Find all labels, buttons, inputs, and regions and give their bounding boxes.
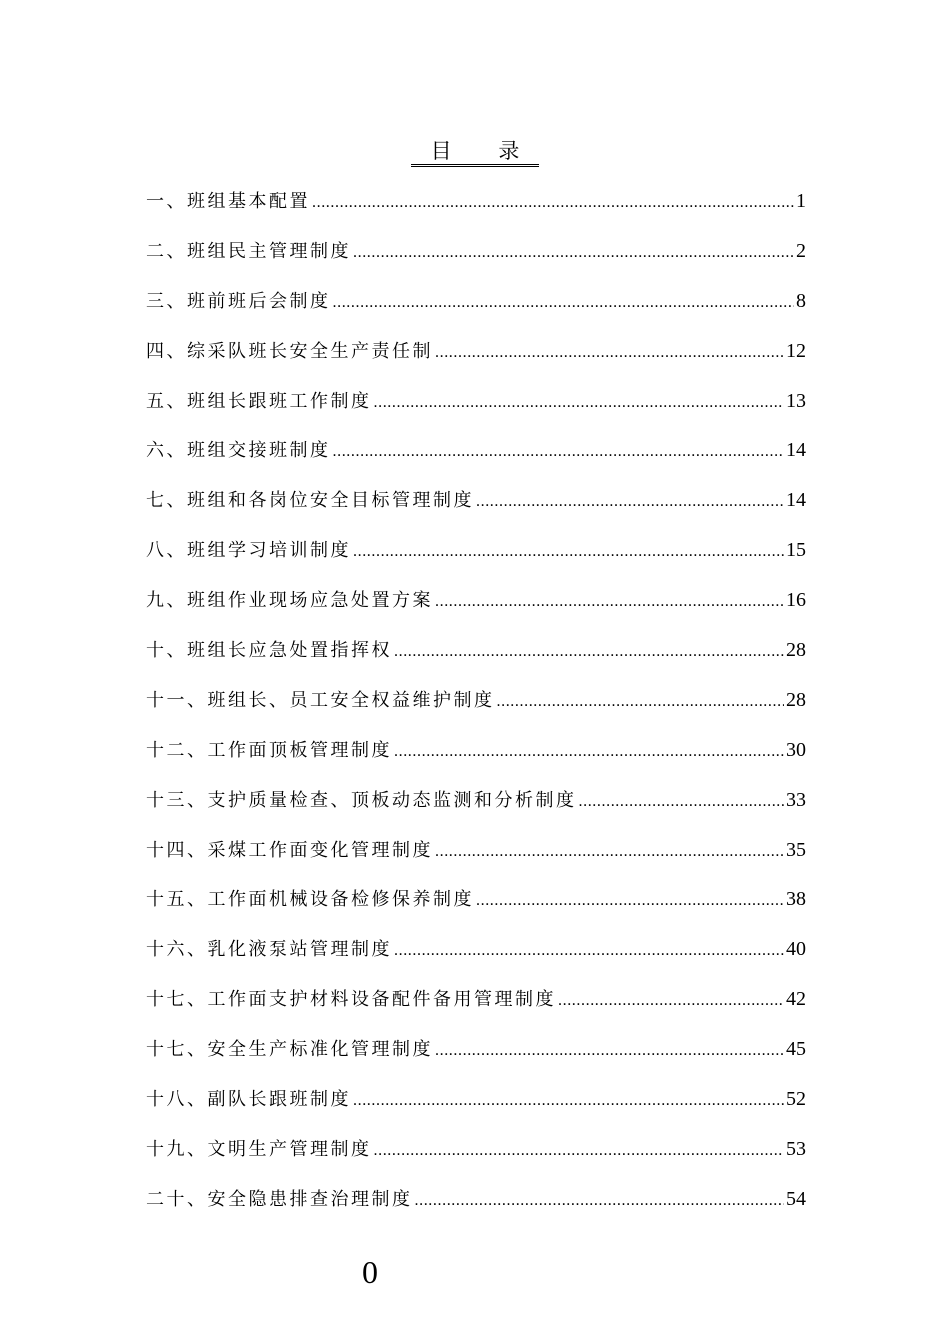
toc-entry[interactable] [146,231,806,281]
toc-entry-label: 一、班组基本配置 [146,191,310,212]
toc-entry-page: 8 [796,289,806,312]
toc-entry-label: 十八、副队长跟班制度 [146,1089,351,1111]
toc-entry[interactable] [146,381,806,431]
toc-dot-leader [476,881,784,921]
toc-entry-label: 十九、文明生产管理制度 [146,1138,372,1160]
toc-dot-leader [415,1181,785,1221]
toc-dot-leader [333,283,795,323]
toc-dot-leader [435,832,784,872]
toc-entry-page: 1 [796,190,806,212]
toc-entry[interactable] [146,929,806,979]
toc-entry-label: 十三、支护质量检查、顶板动态监测和分析制度 [146,789,577,811]
toc-entry[interactable] [146,979,806,1029]
toc-entry-page: 2 [796,239,806,262]
toc-dot-leader [435,1031,784,1071]
toc-dot-leader [374,383,785,423]
page-number: 0 [362,1254,378,1290]
toc-entry[interactable] [146,281,806,331]
toc-entry[interactable] [146,530,806,580]
toc-dot-leader [353,1081,784,1121]
toc-entry-label: 二十、安全隐患排查治理制度 [146,1188,413,1210]
toc-entry-page: 53 [786,1137,806,1160]
toc-dot-leader [476,482,784,522]
toc-entry-label: 十二、工作面顶板管理制度 [146,739,392,761]
toc-entry-label: 十五、工作面机械设备检修保养制度 [146,889,474,911]
toc-entry[interactable] [146,331,806,381]
toc-entry-label: 十一、班组长、员工安全权益维护制度 [146,689,495,711]
toc-dot-leader [579,782,785,822]
toc-entry[interactable] [146,879,806,929]
toc-entry[interactable] [146,630,806,680]
toc-list [146,181,806,1229]
toc-entry-label: 六、班组交接班制度 [146,440,331,462]
toc-entry[interactable] [146,1029,806,1079]
toc-entry-label: 十七、安全生产标准化管理制度 [146,1039,433,1061]
toc-entry-page: 16 [786,589,806,612]
toc-dot-leader [558,981,784,1021]
toc-entry-label: 十六、乳化液泵站管理制度 [146,939,392,961]
toc-heading-text: 目 录 [411,138,540,167]
toc-entry-page: 30 [786,738,806,761]
toc-heading [0,136,950,167]
toc-entry[interactable] [146,1079,806,1129]
toc-dot-leader [435,582,784,622]
toc-entry-label: 四、综采队班长安全生产责任制 [146,340,433,362]
toc-dot-leader [374,1131,785,1171]
toc-entry-page: 15 [786,539,806,562]
toc-entry-page: 28 [786,688,806,711]
toc-entry[interactable] [146,1179,806,1229]
toc-entry[interactable] [146,580,806,630]
toc-dot-leader [394,931,784,971]
toc-dot-leader [333,432,785,472]
toc-entry[interactable] [146,480,806,530]
toc-entry-page: 33 [786,788,806,811]
toc-dot-leader [394,732,784,772]
toc-dot-leader [312,183,794,223]
toc-entry-label: 五、班组长跟班工作制度 [146,390,372,412]
toc-entry-page: 45 [786,1038,806,1061]
toc-entry-page: 54 [786,1187,806,1210]
toc-entry-label: 八、班组学习培训制度 [146,540,351,562]
toc-entry[interactable] [146,181,806,231]
toc-entry-label: 二、班组民主管理制度 [146,240,351,262]
toc-dot-leader [353,532,784,572]
toc-entry-label: 九、班组作业现场应急处置方案 [146,590,433,612]
toc-entry-label: 三、班前班后会制度 [146,290,331,312]
toc-entry-page: 28 [786,639,806,662]
toc-entry-page: 12 [786,339,806,362]
toc-entry-label: 七、班组和各岗位安全目标管理制度 [146,490,474,512]
toc-entry-page: 13 [786,389,806,412]
toc-dot-leader [394,632,784,672]
toc-entry-page: 38 [786,888,806,911]
toc-entry-page: 14 [786,439,806,462]
toc-entry-page: 52 [786,1088,806,1111]
toc-entry-page: 14 [786,489,806,512]
toc-entry[interactable] [146,830,806,880]
toc-entry[interactable] [146,680,806,730]
toc-dot-leader [353,233,794,273]
toc-entry-page: 42 [786,988,806,1011]
toc-entry[interactable] [146,730,806,780]
toc-entry[interactable] [146,1129,806,1179]
toc-dot-leader [497,682,785,722]
toc-dot-leader [435,333,784,373]
toc-entry[interactable] [146,780,806,830]
toc-entry-label: 十四、采煤工作面变化管理制度 [146,839,433,861]
toc-entry-label: 十、班组长应急处置指挥权 [146,640,392,662]
toc-entry-page: 35 [786,838,806,861]
toc-entry[interactable] [146,430,806,480]
toc-entry-label: 十七、工作面支护材料设备配件备用管理制度 [146,989,556,1011]
toc-entry-page: 40 [786,938,806,961]
